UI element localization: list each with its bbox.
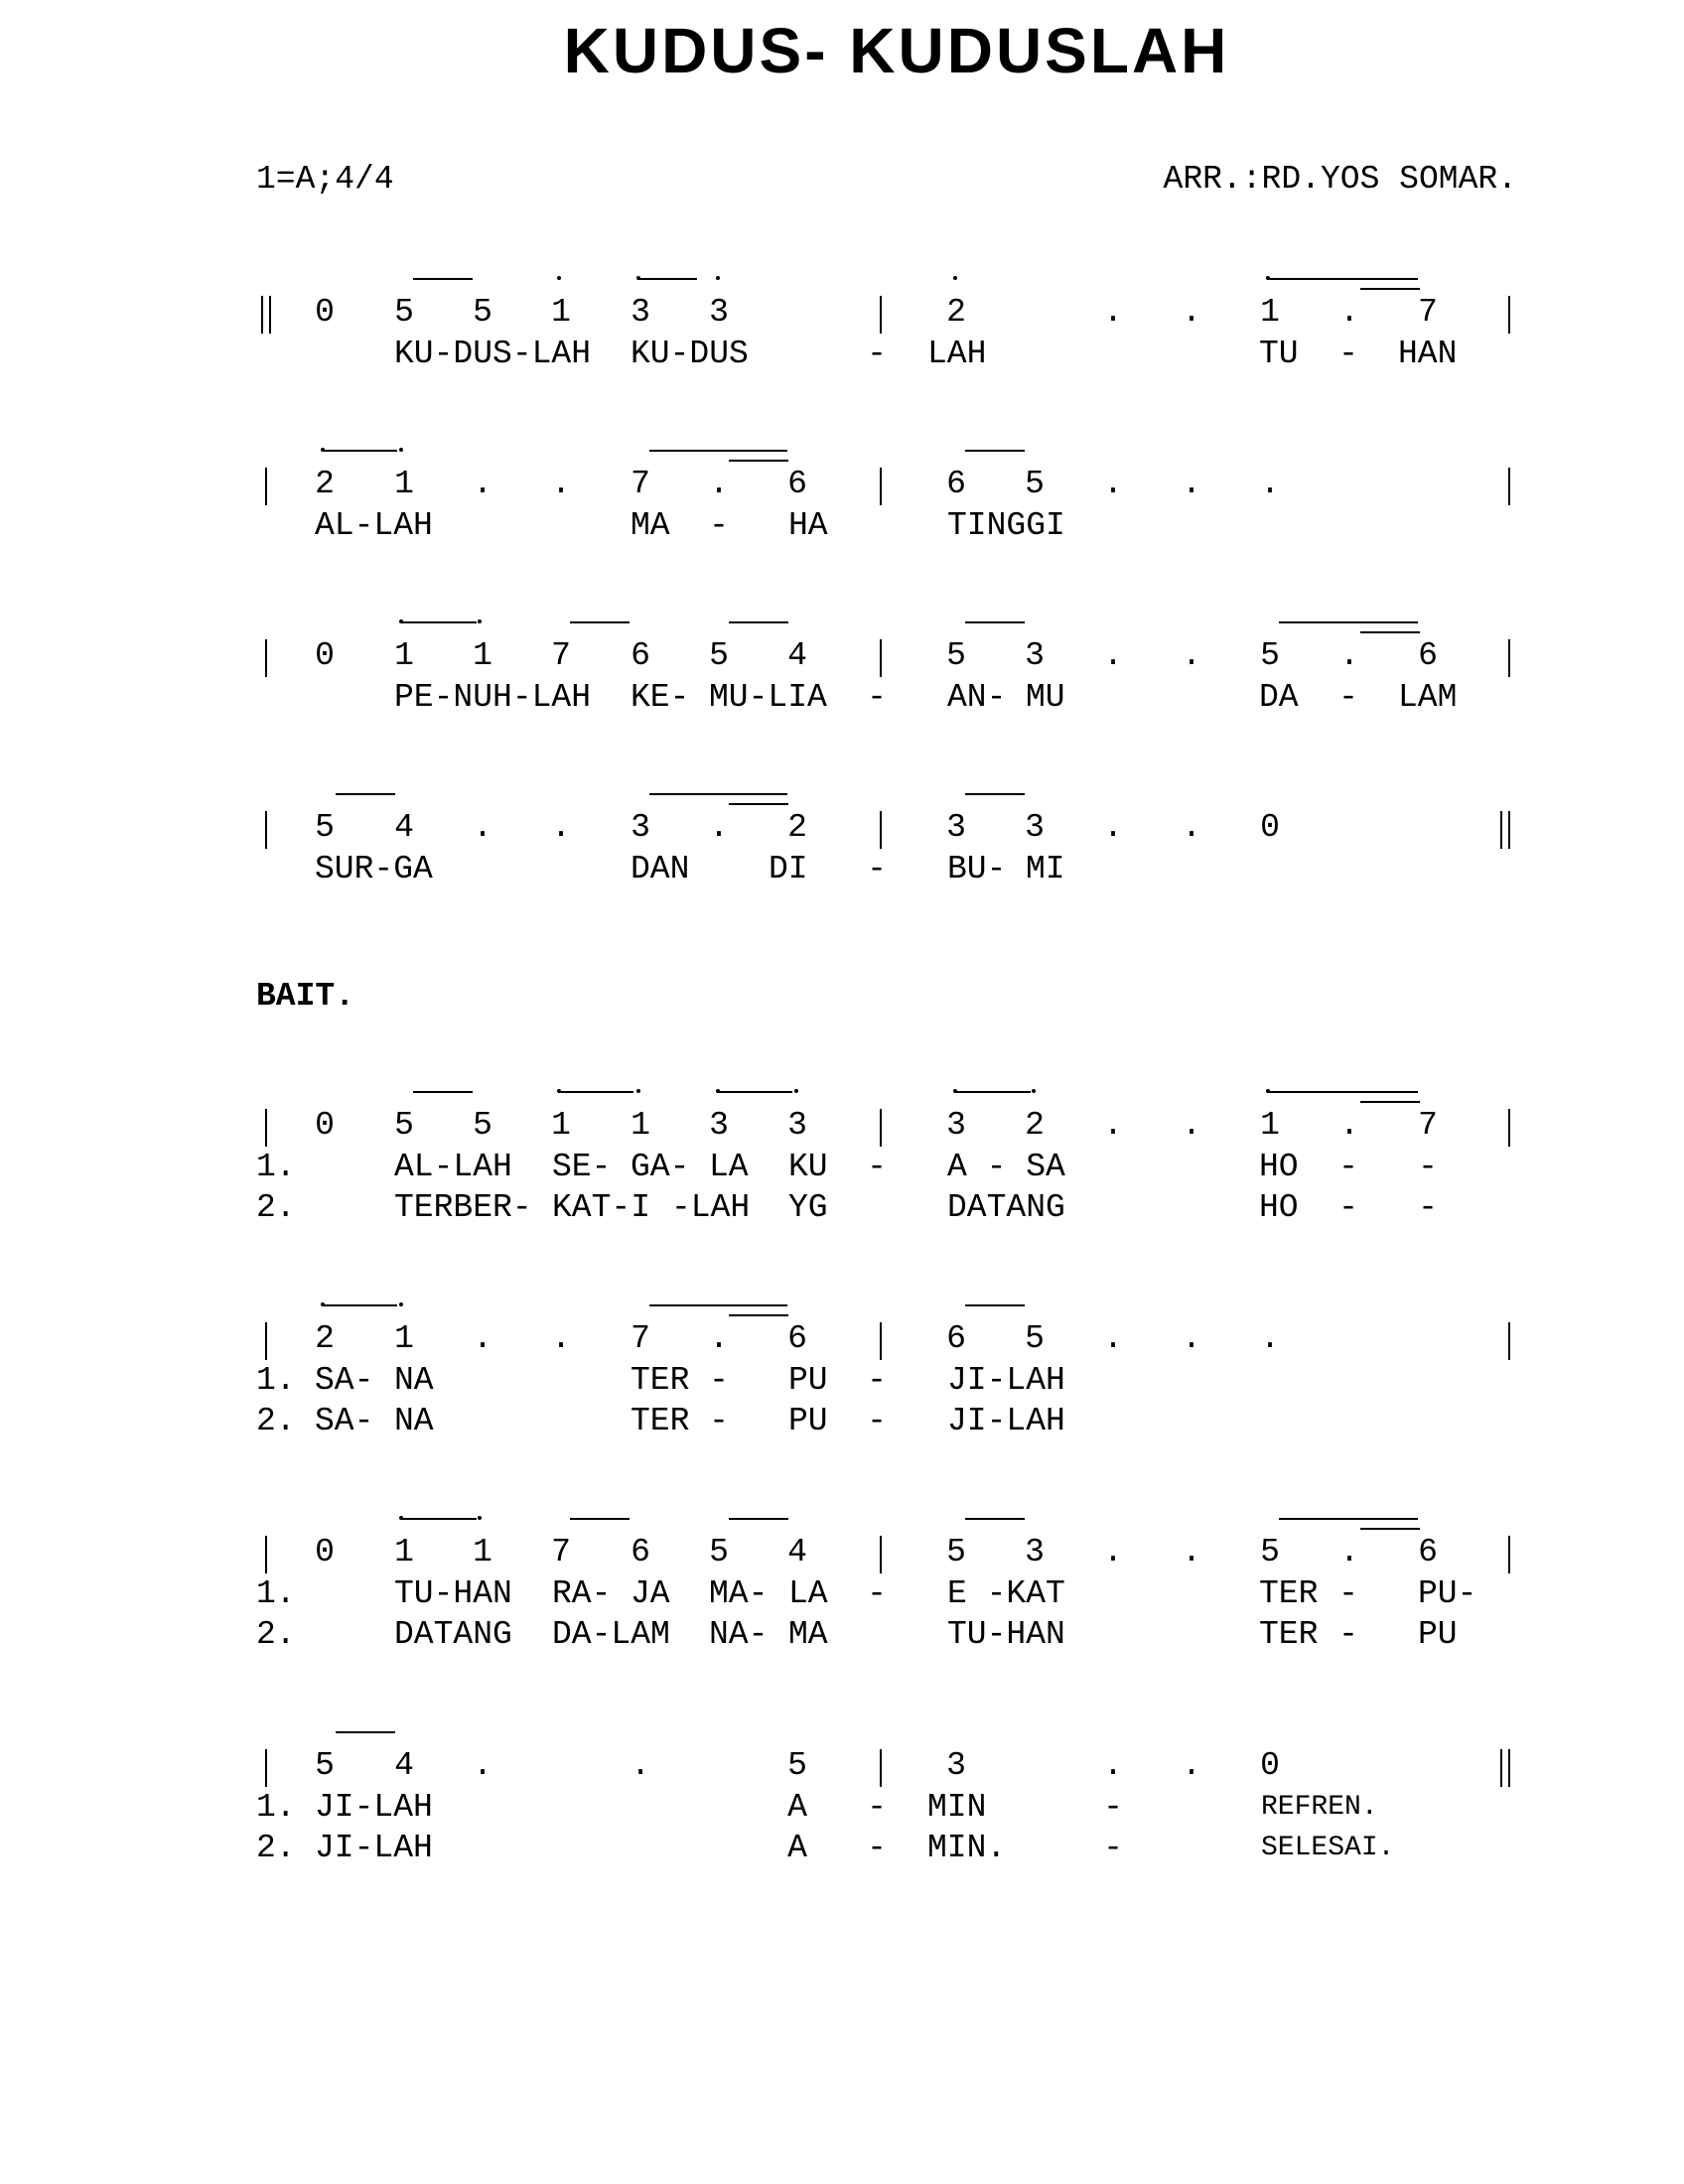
note: 7 <box>1418 1107 1438 1144</box>
note: 4 <box>787 637 807 674</box>
barline <box>880 468 882 505</box>
lyric: - <box>867 1830 887 1866</box>
barline <box>265 1322 267 1360</box>
note: . <box>1103 1320 1123 1357</box>
lyric: MA <box>631 507 670 544</box>
note: . <box>1182 1320 1201 1357</box>
lyric: - <box>867 1362 887 1399</box>
barline <box>1508 1536 1510 1573</box>
lyric: - <box>1418 1189 1438 1226</box>
note: 5 <box>946 1534 966 1570</box>
note: 1 <box>1260 294 1280 331</box>
note: . <box>1103 637 1123 674</box>
lyric: NA- <box>709 1616 769 1653</box>
barline <box>880 1109 882 1147</box>
arranger: ARR.:RD.YOS SOMAR. <box>1163 161 1517 198</box>
beam <box>637 278 697 280</box>
note: 5 <box>787 1747 807 1784</box>
note: 3 <box>946 1747 966 1784</box>
verse-number: 2. <box>256 1403 296 1439</box>
verse-line-3 <box>0 1506 1684 1653</box>
note: 2 <box>1025 1107 1045 1144</box>
barline <box>265 1109 267 1147</box>
note: 4 <box>394 1747 414 1784</box>
lyric: - <box>709 1403 729 1439</box>
note: 3 <box>787 1107 807 1144</box>
lyric: MIN <box>927 1789 987 1826</box>
note: . <box>473 1747 492 1784</box>
verse-number: 2. <box>256 1830 296 1866</box>
note: 4 <box>394 809 414 846</box>
octave-dot <box>321 448 325 452</box>
lyric: TERBER- <box>394 1189 532 1226</box>
beam <box>401 621 477 623</box>
lyric: - <box>1338 336 1358 372</box>
note: 3 <box>1025 1534 1045 1570</box>
note: 1 <box>473 1534 492 1570</box>
barline <box>880 639 882 677</box>
lyric: A - SA <box>947 1149 1065 1185</box>
lyric: DAN <box>631 851 690 887</box>
beam <box>1267 1091 1418 1093</box>
octave-dot <box>1266 276 1270 280</box>
note: . <box>1103 1747 1123 1784</box>
note: 6 <box>1418 1534 1438 1570</box>
verse-number: 1. <box>256 1149 296 1185</box>
note: 5 <box>1260 1534 1280 1570</box>
lyric: - <box>867 1403 887 1439</box>
verse-line-4 <box>0 1719 1684 1866</box>
note: 5 <box>473 294 492 331</box>
beam <box>717 1091 792 1093</box>
lyric: TU-HAN <box>947 1616 1065 1653</box>
note: 6 <box>946 466 966 502</box>
note: 6 <box>631 1534 650 1570</box>
octave-dot <box>399 448 403 452</box>
note: 5 <box>1025 466 1045 502</box>
octave-dot <box>478 619 482 623</box>
note: 5 <box>394 1107 414 1144</box>
beam <box>1360 288 1420 290</box>
note: . <box>1182 637 1201 674</box>
lyric: TU-HAN <box>394 1575 512 1612</box>
verse-heading: BAIT. <box>256 978 355 1015</box>
note: . <box>1103 294 1123 331</box>
note: . <box>1182 466 1201 502</box>
beam <box>1360 631 1420 633</box>
beam <box>965 793 1025 795</box>
lyric: - <box>867 1149 887 1185</box>
note: 7 <box>1418 294 1438 331</box>
lyric: - <box>1103 1830 1123 1866</box>
lyric: PE-NUH-LAH <box>394 679 592 716</box>
note: 3 <box>631 809 650 846</box>
note: 3 <box>1025 637 1045 674</box>
note: 0 <box>315 294 335 331</box>
octave-dot <box>557 276 561 280</box>
lyric: JI-LAH <box>315 1830 433 1866</box>
note: 5 <box>315 1747 335 1784</box>
note: 7 <box>631 1320 650 1357</box>
note: 5 <box>709 637 729 674</box>
note: . <box>1339 1534 1359 1570</box>
barline <box>1508 1322 1510 1360</box>
octave-dot <box>399 1516 403 1520</box>
note: 2 <box>787 809 807 846</box>
lyric: SA- <box>315 1362 374 1399</box>
note: 6 <box>787 466 807 502</box>
refrain-line-3 <box>0 610 1684 719</box>
note: 5 <box>946 637 966 674</box>
lyric: TER <box>1259 1575 1319 1612</box>
beam <box>1279 621 1418 623</box>
lyric: HAN <box>1398 336 1458 372</box>
barline <box>880 1536 882 1573</box>
note: . <box>1182 1534 1201 1570</box>
lyric: JA <box>631 1575 670 1612</box>
refrain-line-4 <box>0 781 1684 890</box>
octave-dot <box>636 1089 640 1093</box>
note: . <box>631 1747 650 1784</box>
octave-dot <box>399 619 403 623</box>
instruction: REFREN. <box>1261 1792 1378 1823</box>
lyric: DA-LAM <box>552 1616 670 1653</box>
octave-dot <box>636 276 640 280</box>
beam <box>322 450 397 452</box>
barline <box>265 1749 267 1787</box>
note: . <box>1339 1107 1359 1144</box>
beam <box>336 793 395 795</box>
lyric: BU- <box>947 851 1007 887</box>
lyric: AN- <box>947 679 1007 716</box>
octave-dot <box>716 276 720 280</box>
note: . <box>551 1320 571 1357</box>
note: . <box>1103 1534 1123 1570</box>
lyric: - <box>1338 1149 1358 1185</box>
note: 2 <box>946 294 966 331</box>
lyric: TU <box>1259 336 1299 372</box>
lyric: LA <box>788 1575 828 1612</box>
barline <box>265 1536 267 1573</box>
lyric: - <box>867 1789 887 1826</box>
lyric: MA- <box>709 1575 769 1612</box>
lyric: KU <box>788 1149 828 1185</box>
lyric: KE- <box>631 679 690 716</box>
lyric: TER <box>631 1403 690 1439</box>
lyric: PU <box>1418 1616 1458 1653</box>
beam <box>401 1518 477 1520</box>
note: 3 <box>946 1107 966 1144</box>
lyric: LAM <box>1398 679 1458 716</box>
beam <box>965 1518 1025 1520</box>
note: . <box>1260 466 1280 502</box>
beam <box>570 1518 630 1520</box>
note: 3 <box>631 294 650 331</box>
barline <box>880 296 882 334</box>
note: . <box>1103 1107 1123 1144</box>
end-double-barline <box>1500 811 1510 849</box>
note: . <box>709 1320 729 1357</box>
barline <box>1508 639 1510 677</box>
lyric: TER <box>631 1362 690 1399</box>
lyric: E -KAT <box>947 1575 1065 1612</box>
lyric: AL-LAH <box>394 1149 512 1185</box>
refrain-line-1 <box>0 266 1684 375</box>
lyric: - <box>867 851 887 887</box>
beam <box>965 621 1025 623</box>
key-signature: 1=A;4/4 <box>256 161 394 198</box>
lyric: SA- <box>315 1403 374 1439</box>
note: . <box>473 1320 492 1357</box>
note: . <box>551 809 571 846</box>
octave-dot <box>716 1089 720 1093</box>
lyric: -LAH <box>671 1189 751 1226</box>
beam <box>729 803 788 805</box>
barline <box>1508 296 1510 334</box>
note: 6 <box>1418 637 1438 674</box>
note: . <box>1182 1107 1201 1144</box>
note: 1 <box>1260 1107 1280 1144</box>
note: 5 <box>473 1107 492 1144</box>
octave-dot <box>399 1302 403 1306</box>
lyric: NA <box>394 1362 434 1399</box>
octave-dot <box>478 1516 482 1520</box>
lyric: GA- <box>631 1149 690 1185</box>
beam <box>965 1304 1025 1306</box>
octave-dot <box>953 276 957 280</box>
lyric: PU <box>788 1362 828 1399</box>
note: 7 <box>551 1534 571 1570</box>
lyric: - <box>1338 1189 1358 1226</box>
lyric: A <box>787 1789 807 1826</box>
note: 7 <box>631 466 650 502</box>
note: 1 <box>394 637 414 674</box>
refrain-line-2 <box>0 438 1684 547</box>
lyric: DA <box>1259 679 1299 716</box>
verse-number: 1. <box>256 1362 296 1399</box>
lyric: KU-DUS-LAH <box>394 336 592 372</box>
lyric: KAT-I <box>552 1189 651 1226</box>
barline <box>265 811 267 849</box>
octave-dot <box>794 1089 798 1093</box>
barline <box>265 639 267 677</box>
note: 6 <box>946 1320 966 1357</box>
lyric: JI-LAH <box>947 1403 1065 1439</box>
lyric: HO <box>1259 1189 1299 1226</box>
verse-line-2 <box>0 1293 1684 1439</box>
note: . <box>1182 1747 1201 1784</box>
note: . <box>1182 809 1201 846</box>
beam <box>729 1518 788 1520</box>
lyric: PU <box>788 1403 828 1439</box>
lyric: A <box>787 1830 807 1866</box>
verse-number: 2. <box>256 1189 296 1226</box>
note: 5 <box>1025 1320 1045 1357</box>
lyric: KU-DUS <box>631 336 749 372</box>
beam <box>336 1731 395 1733</box>
lyric: DATANG <box>394 1616 512 1653</box>
barline <box>880 1749 882 1787</box>
barline <box>1508 1109 1510 1147</box>
note: 6 <box>631 637 650 674</box>
note: 1 <box>551 1107 571 1144</box>
barline <box>1508 468 1510 505</box>
lyric: MA <box>788 1616 828 1653</box>
lyric: JI-LAH <box>315 1789 433 1826</box>
lyric: AL-LAH <box>315 507 433 544</box>
beam <box>1360 1101 1420 1103</box>
verse-line-1 <box>0 1079 1684 1226</box>
note: . <box>1103 809 1123 846</box>
lyric: NA <box>394 1403 434 1439</box>
note: . <box>473 466 492 502</box>
note: 2 <box>315 466 335 502</box>
instruction: SELESAI. <box>1261 1833 1395 1863</box>
beam <box>955 1091 1031 1093</box>
beam <box>322 1304 397 1306</box>
note: 0 <box>315 637 335 674</box>
note: 1 <box>631 1107 650 1144</box>
note: 3 <box>946 809 966 846</box>
beam <box>649 450 787 452</box>
lyric: MU <box>1026 679 1065 716</box>
note: 1 <box>473 637 492 674</box>
note: . <box>1260 1320 1280 1357</box>
note: 0 <box>315 1534 335 1570</box>
lyric: - <box>1418 1149 1438 1185</box>
octave-dot <box>1266 1089 1270 1093</box>
lyric: TER <box>1259 1616 1319 1653</box>
note: . <box>551 466 571 502</box>
beam <box>558 1091 633 1093</box>
note: 6 <box>787 1320 807 1357</box>
note: . <box>1339 637 1359 674</box>
note: 1 <box>394 1320 414 1357</box>
barline <box>880 811 882 849</box>
lyric: MIN. <box>927 1830 1007 1866</box>
barline <box>265 468 267 505</box>
beam <box>729 460 788 462</box>
lyric: - <box>1338 1616 1358 1653</box>
beam <box>413 278 473 280</box>
note: . <box>1103 466 1123 502</box>
note: 3 <box>709 294 729 331</box>
lyric: PU- <box>1418 1575 1477 1612</box>
note: 1 <box>394 1534 414 1570</box>
lyric: HA <box>788 507 828 544</box>
lyric: HO <box>1259 1149 1299 1185</box>
lyric: - <box>1338 1575 1358 1612</box>
beam <box>570 621 630 623</box>
beam <box>729 621 788 623</box>
barline <box>880 1322 882 1360</box>
lyric: YG <box>788 1189 828 1226</box>
lyric: - <box>1338 679 1358 716</box>
lyric: DI <box>769 851 808 887</box>
lyric: MU-LIA <box>709 679 827 716</box>
note: 0 <box>1260 1747 1280 1784</box>
lyric: SUR-GA <box>315 851 433 887</box>
end-double-barline <box>1500 1749 1510 1787</box>
note: 0 <box>315 1107 335 1144</box>
note: 3 <box>709 1107 729 1144</box>
lyric: LA <box>709 1149 749 1185</box>
note: . <box>1182 294 1201 331</box>
lyric: - <box>709 507 729 544</box>
note: 7 <box>551 637 571 674</box>
octave-dot <box>1032 1089 1036 1093</box>
note: 5 <box>709 1534 729 1570</box>
lyric: - <box>709 1362 729 1399</box>
beam <box>729 1314 788 1316</box>
start-double-barline <box>261 296 271 334</box>
beam <box>1267 278 1418 280</box>
octave-dot <box>321 1302 325 1306</box>
lyric: - <box>1103 1789 1123 1826</box>
note: 3 <box>1025 809 1045 846</box>
beam <box>413 1091 473 1093</box>
note: 1 <box>394 466 414 502</box>
note: 1 <box>551 294 571 331</box>
lyric: LAH <box>927 336 987 372</box>
lyric: SE- <box>552 1149 612 1185</box>
lyric: JI-LAH <box>947 1362 1065 1399</box>
lyric: - <box>867 1575 887 1612</box>
note: 5 <box>1260 637 1280 674</box>
beam <box>965 450 1025 452</box>
verse-number: 1. <box>256 1575 296 1612</box>
note: . <box>709 466 729 502</box>
octave-dot <box>557 1089 561 1093</box>
lyric: TINGGI <box>947 507 1065 544</box>
note: . <box>1339 294 1359 331</box>
verse-number: 1. <box>256 1789 296 1826</box>
note: . <box>473 809 492 846</box>
lyric: - <box>867 679 887 716</box>
note: 2 <box>315 1320 335 1357</box>
beam <box>649 793 787 795</box>
lyric: - <box>867 336 887 372</box>
lyric: MI <box>1026 851 1065 887</box>
note: 0 <box>1260 809 1280 846</box>
verse-number: 2. <box>256 1616 296 1653</box>
song-title: KUDUS- KUDUSLAH <box>563 15 1230 86</box>
note: . <box>709 809 729 846</box>
note: 4 <box>787 1534 807 1570</box>
note: 5 <box>315 809 335 846</box>
octave-dot <box>953 1089 957 1093</box>
lyric: RA- <box>552 1575 612 1612</box>
lyric: DATANG <box>947 1189 1065 1226</box>
beam <box>1279 1518 1418 1520</box>
beam <box>1360 1528 1420 1530</box>
note: 5 <box>394 294 414 331</box>
beam <box>649 1304 787 1306</box>
